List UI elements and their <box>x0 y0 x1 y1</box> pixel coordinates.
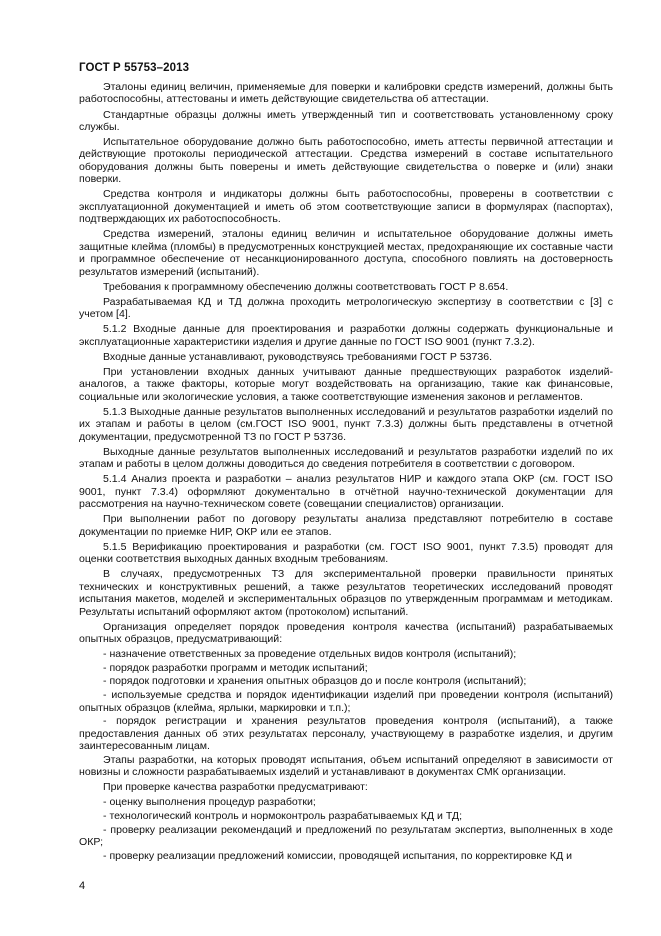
paragraph: При выполнении работ по договору результаты анализа представляют потребителю в составе документации по приемке НИР, ОКР или ее этапов. <box>79 513 613 538</box>
paragraph: Испытательное оборудование должно быть работоспособно, иметь аттесты первичной аттестации и действующие протоколы периодической аттестации. Средства измерений в составе испытательного оборудования должны быть поверены и иметь действующие свидетельства о поверке и (или) знаки поверки. <box>79 136 613 186</box>
list-item: - порядок регистрации и хранения результатов проведения контроля (испытаний), а также предоставления данных об этих результатах персоналу, участвующему в разработке изделия, и другим заинтересованным лицам. <box>79 715 613 753</box>
paragraph: В случаях, предусмотренных ТЗ для экспериментальной проверки правильности принятых технических и конструктивных решений, а также результатов теоретических исследований проводят испытания макетов, моделей и экспериментальных образцов по утвержденным программам и методикам. Результаты испытаний оформляют актом (протоколом) испытаний. <box>79 568 613 618</box>
document-code-header: ГОСТ Р 55753–2013 <box>79 62 190 74</box>
paragraph: Эталоны единиц величин, применяемые для поверки и калибровки средств измерений, должны быть работоспособны, аттестованы и иметь действующие свидетельства об аттестации. <box>79 81 613 106</box>
paragraph: При проверке качества разработки предусматривают: <box>103 781 368 794</box>
paragraph: Организация определяет порядок проведения контроля качества (испытаний) разрабатываемых опытных образцов, предусматривающий: <box>79 620 613 646</box>
list-item: - проверку реализации рекомендаций и предложений по результатам экспертиз, выполненных в ходе ОКР; <box>79 823 613 848</box>
paragraph: Разрабатываемая КД и ТД должна проходить метрологическую экспертизу в соответствии с [3] с учетом [4]. <box>79 295 613 321</box>
list-item: - оценку выполнения процедур разработки; <box>103 796 316 809</box>
list-item: - назначение ответственных за проведение отдельных видов контроля (испытаний); <box>103 648 517 661</box>
list-item: - порядок разработки программ и методик испытаний; <box>103 661 368 674</box>
paragraph: Средства контроля и индикаторы должны быть работоспособны, проверены в соответствии с эксплуатационной документацией и иметь об этом соответствующие записи в формулярах (паспортах), подтверждающих их работоспособность. <box>79 188 613 226</box>
paragraph: Средства измерений, эталоны единиц величин и испытательное оборудование должны иметь защитные клейма (пломбы) в предусмотренных конструкцией местах, предохраняющие их составные части и программное обеспечение от несанкционированного доступа, способного повлиять на достоверность результатов измерений (испытаний). <box>79 228 613 278</box>
page-number: 4 <box>79 880 86 892</box>
list-item: - технологический контроль и нормоконтроль разрабатываемых КД и ТД; <box>103 809 462 822</box>
list-item: - используемые средства и порядок идентификации изделий при проведении контроля (испытаний) опытных образцов (клейма, ярлыки, маркировки и т.п.); <box>79 689 613 714</box>
paragraph: При установлении входных данных учитывают данные предшествующих разработок изделий-аналогов, а также факторы, которые могут воздействовать на организацию, такие как финансовые, социальные или экологические условия, а также соответствующие изменения законов и регламентов. <box>79 365 613 403</box>
list-item: - порядок подготовки и хранения опытных образцов до и после контроля (испытаний); <box>103 675 527 688</box>
paragraph: Входные данные устанавливают, руководствуясь требованиями ГОСТ Р 53736. <box>103 350 493 363</box>
paragraph: 5.1.2 Входные данные для проектирования и разработки должны содержать функциональные и эксплуатационные характеристики изделия и другие данные по ГОСТ ISO 9001 (пункт 7.3.2). <box>79 323 613 348</box>
paragraph: 5.1.5 Верификацию проектирования и разработки (см. ГОСТ ISO 9001, пункт 7.3.5) проводят для оценки соответствия выходных данных входным требованиям. <box>79 540 613 566</box>
paragraph: 5.1.4 Анализ проекта и разработки – анализ результатов НИР и каждого этапа ОКР (см. ГОСТ ISO 9001, пункт 7.3.4) оформляют документально в отчётной научно-технической документации для рассмотрения на научно-техническом совете (совещании специалистов) организации. <box>79 473 613 511</box>
paragraph: Стандартные образцы должны иметь утвержденный тип и соответствовать установленному сроку службы. <box>79 108 613 133</box>
paragraph: Этапы разработки, на которых проводят испытания, объем испытаний определяют в зависимости от новизны и сложности разрабатываемых изделий и устанавливают в документах СМК организации. <box>79 753 613 779</box>
paragraph: 5.1.3 Выходные данные результатов выполненных исследований и результатов разработки изделий по их этапам и работы в целом (см.ГОСТ ISO 9001, пункт 7.3.3) должны быть представлены в отчетной документации, предусмотренной ТЗ по ГОСТ Р 53736. <box>79 405 613 443</box>
document-body <box>79 81 613 863</box>
paragraph: Требования к программному обеспечению должны соответствовать ГОСТ Р 8.654. <box>103 280 509 293</box>
paragraph: Выходные данные результатов выполненных исследований и результатов разработки изделий по их этапам и работы в целом должны доводиться до сведения потребителя в соответствии с договором. <box>79 445 613 471</box>
list-item: - проверку реализации предложений комиссии, проводящей испытания, по корректировке КД и <box>103 849 573 862</box>
